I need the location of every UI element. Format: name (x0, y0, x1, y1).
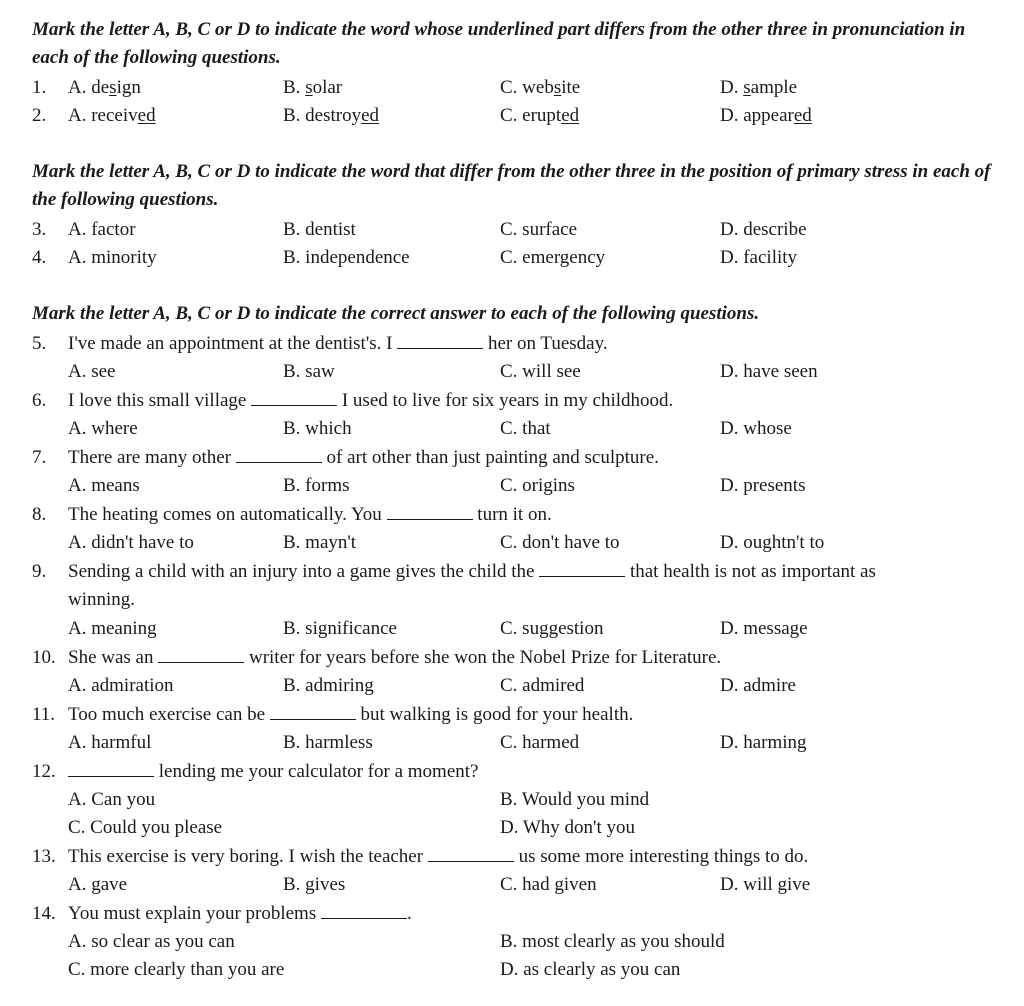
answer-blank (397, 334, 483, 349)
question-stem-row (0, 501, 1024, 529)
option-c: C. admired (500, 675, 585, 696)
question-stem-row (0, 644, 1024, 672)
option-b: B. most clearly as you should (500, 931, 725, 952)
option-a: A. design (68, 77, 141, 98)
option-d: D. whose (720, 418, 792, 439)
option-c: C. surface (500, 219, 578, 240)
question-stem-row (0, 843, 1024, 871)
question-stem-row (0, 758, 1024, 786)
option-d: D. have seen (720, 361, 818, 382)
options-row (0, 415, 1024, 443)
options-row (0, 871, 1024, 899)
option-c: C. emergency (500, 247, 606, 268)
option-c: C. more clearly than you are (68, 959, 285, 980)
question-number: 11. (32, 704, 56, 725)
question-row (0, 216, 1024, 244)
option-a: A. didn't have to (68, 532, 194, 553)
question-row (0, 102, 1024, 130)
option-a: A. means (68, 475, 140, 496)
option-c: C. Could you please (68, 817, 223, 838)
question-stem: I love this small village I used to live for six years in my childhood. (68, 390, 674, 411)
answer-blank (251, 391, 337, 406)
option-c: C. don't have to (500, 532, 620, 553)
option-d: D. presents (720, 475, 806, 496)
option-a: A. where (68, 418, 138, 439)
question-number: 1. (32, 77, 47, 98)
question-number: 5. (32, 333, 47, 354)
option-c: C. suggestion (500, 618, 604, 639)
option-c: C. harmed (500, 732, 580, 753)
option-c: C. origins (500, 475, 575, 496)
options-row (0, 358, 1024, 386)
question-row (0, 74, 1024, 102)
options-row (0, 956, 1024, 984)
option-b: B. mayn't (283, 532, 357, 553)
option-b: B. Would you mind (500, 789, 650, 810)
options-row (0, 814, 1024, 842)
option-d: D. appeared (720, 105, 812, 126)
question-stem: lending me your calculator for a moment? (68, 758, 478, 786)
option-d: D. as clearly as you can (500, 959, 681, 980)
section-instruction: Mark the letter A, B, C or D to indicate the word that differ from the other three in the position of primary stress in each of the following questions. (32, 161, 991, 210)
question-number: 2. (32, 105, 47, 126)
option-b: B. significance (283, 618, 397, 639)
options-row (0, 786, 1024, 814)
section-instruction: Mark the letter A, B, C or D to indicate the correct answer to each of the following questions. (32, 303, 760, 324)
option-d: D. describe (720, 219, 807, 240)
question-number: 8. (32, 504, 47, 525)
answer-blank (270, 705, 356, 720)
option-d: D. facility (720, 247, 798, 268)
option-a: A. received (68, 105, 156, 126)
question-number: 6. (32, 390, 47, 411)
options-row (0, 928, 1024, 956)
question-stem: There are many other of art other than just painting and sculpture. (68, 447, 659, 468)
answer-blank (68, 762, 154, 777)
option-b: B. gives (283, 874, 346, 895)
options-row (0, 472, 1024, 500)
option-c: C. had given (500, 874, 597, 895)
question-stem-row (0, 330, 1024, 358)
answer-blank (428, 847, 514, 862)
question-number: 7. (32, 447, 47, 468)
question-number: 12. (32, 761, 56, 782)
answer-blank (236, 448, 322, 463)
option-b: B. harmless (283, 732, 373, 753)
option-b: B. forms (283, 475, 350, 496)
answer-blank (539, 562, 625, 577)
option-d: D. sample (720, 77, 798, 98)
question-number: 4. (32, 247, 47, 268)
question-stem: Sending a child with an injury into a game gives the child the that health is not as important as (68, 561, 876, 582)
option-b: B. dentist (283, 219, 356, 240)
answer-blank (321, 904, 407, 919)
option-c: C. that (500, 418, 551, 439)
question-number: 14. (32, 903, 56, 924)
question-stem: You must explain your problems . (68, 903, 412, 924)
question-stem-row (0, 586, 1024, 614)
option-d: D. harming (720, 732, 807, 753)
option-a: A. Can you (68, 789, 156, 810)
question-stem-row (0, 558, 1024, 586)
option-b: B. independence (283, 247, 410, 268)
question-number: 9. (32, 561, 47, 582)
option-a: A. admiration (68, 675, 174, 696)
answer-blank (158, 648, 244, 663)
option-a: A. see (68, 361, 116, 382)
question-stem: The heating comes on automatically. You turn it on. (68, 504, 552, 525)
options-row (0, 529, 1024, 557)
question-stem-row (0, 701, 1024, 729)
option-d: D. message (720, 618, 808, 639)
option-c: C. will see (500, 361, 581, 382)
option-c: C. website (500, 77, 581, 98)
option-a: A. factor (68, 219, 136, 240)
question-stem: She was an writer for years before she won the Nobel Prize for Literature. (68, 647, 722, 668)
option-d: D. will give (720, 874, 811, 895)
question-row (0, 244, 1024, 272)
option-d: D. oughtn't to (720, 532, 825, 553)
option-a: A. harmful (68, 732, 152, 753)
option-c: C. erupted (500, 105, 580, 126)
options-row (0, 615, 1024, 643)
question-number: 3. (32, 219, 47, 240)
question-number: 13. (32, 846, 56, 867)
option-b: B. solar (283, 77, 343, 98)
question-stem-continuation: winning. (68, 589, 136, 610)
question-stem-row (0, 444, 1024, 472)
option-d: D. Why don't you (500, 817, 636, 838)
option-b: B. saw (283, 361, 335, 382)
options-row (0, 729, 1024, 757)
question-stem-row (0, 900, 1024, 928)
option-b: B. admiring (283, 675, 374, 696)
option-b: B. destroyed (283, 105, 380, 126)
option-d: D. admire (720, 675, 796, 696)
question-stem-row (0, 387, 1024, 415)
option-a: A. gave (68, 874, 128, 895)
question-stem: I've made an appointment at the dentist's. I her on Tuesday. (68, 333, 608, 354)
option-a: A. so clear as you can (68, 931, 235, 952)
options-row (0, 672, 1024, 700)
answer-blank (387, 505, 473, 520)
question-stem: Too much exercise can be but walking is good for your health. (68, 704, 634, 725)
option-a: A. minority (68, 247, 157, 268)
option-b: B. which (283, 418, 352, 439)
question-number: 10. (32, 647, 56, 668)
option-a: A. meaning (68, 618, 157, 639)
question-stem: This exercise is very boring. I wish the teacher us some more interesting things to do. (68, 846, 809, 867)
section-instruction: Mark the letter A, B, C or D to indicate the word whose underlined part differs from the other three in pronunciation in each of the following questions. (32, 19, 966, 68)
